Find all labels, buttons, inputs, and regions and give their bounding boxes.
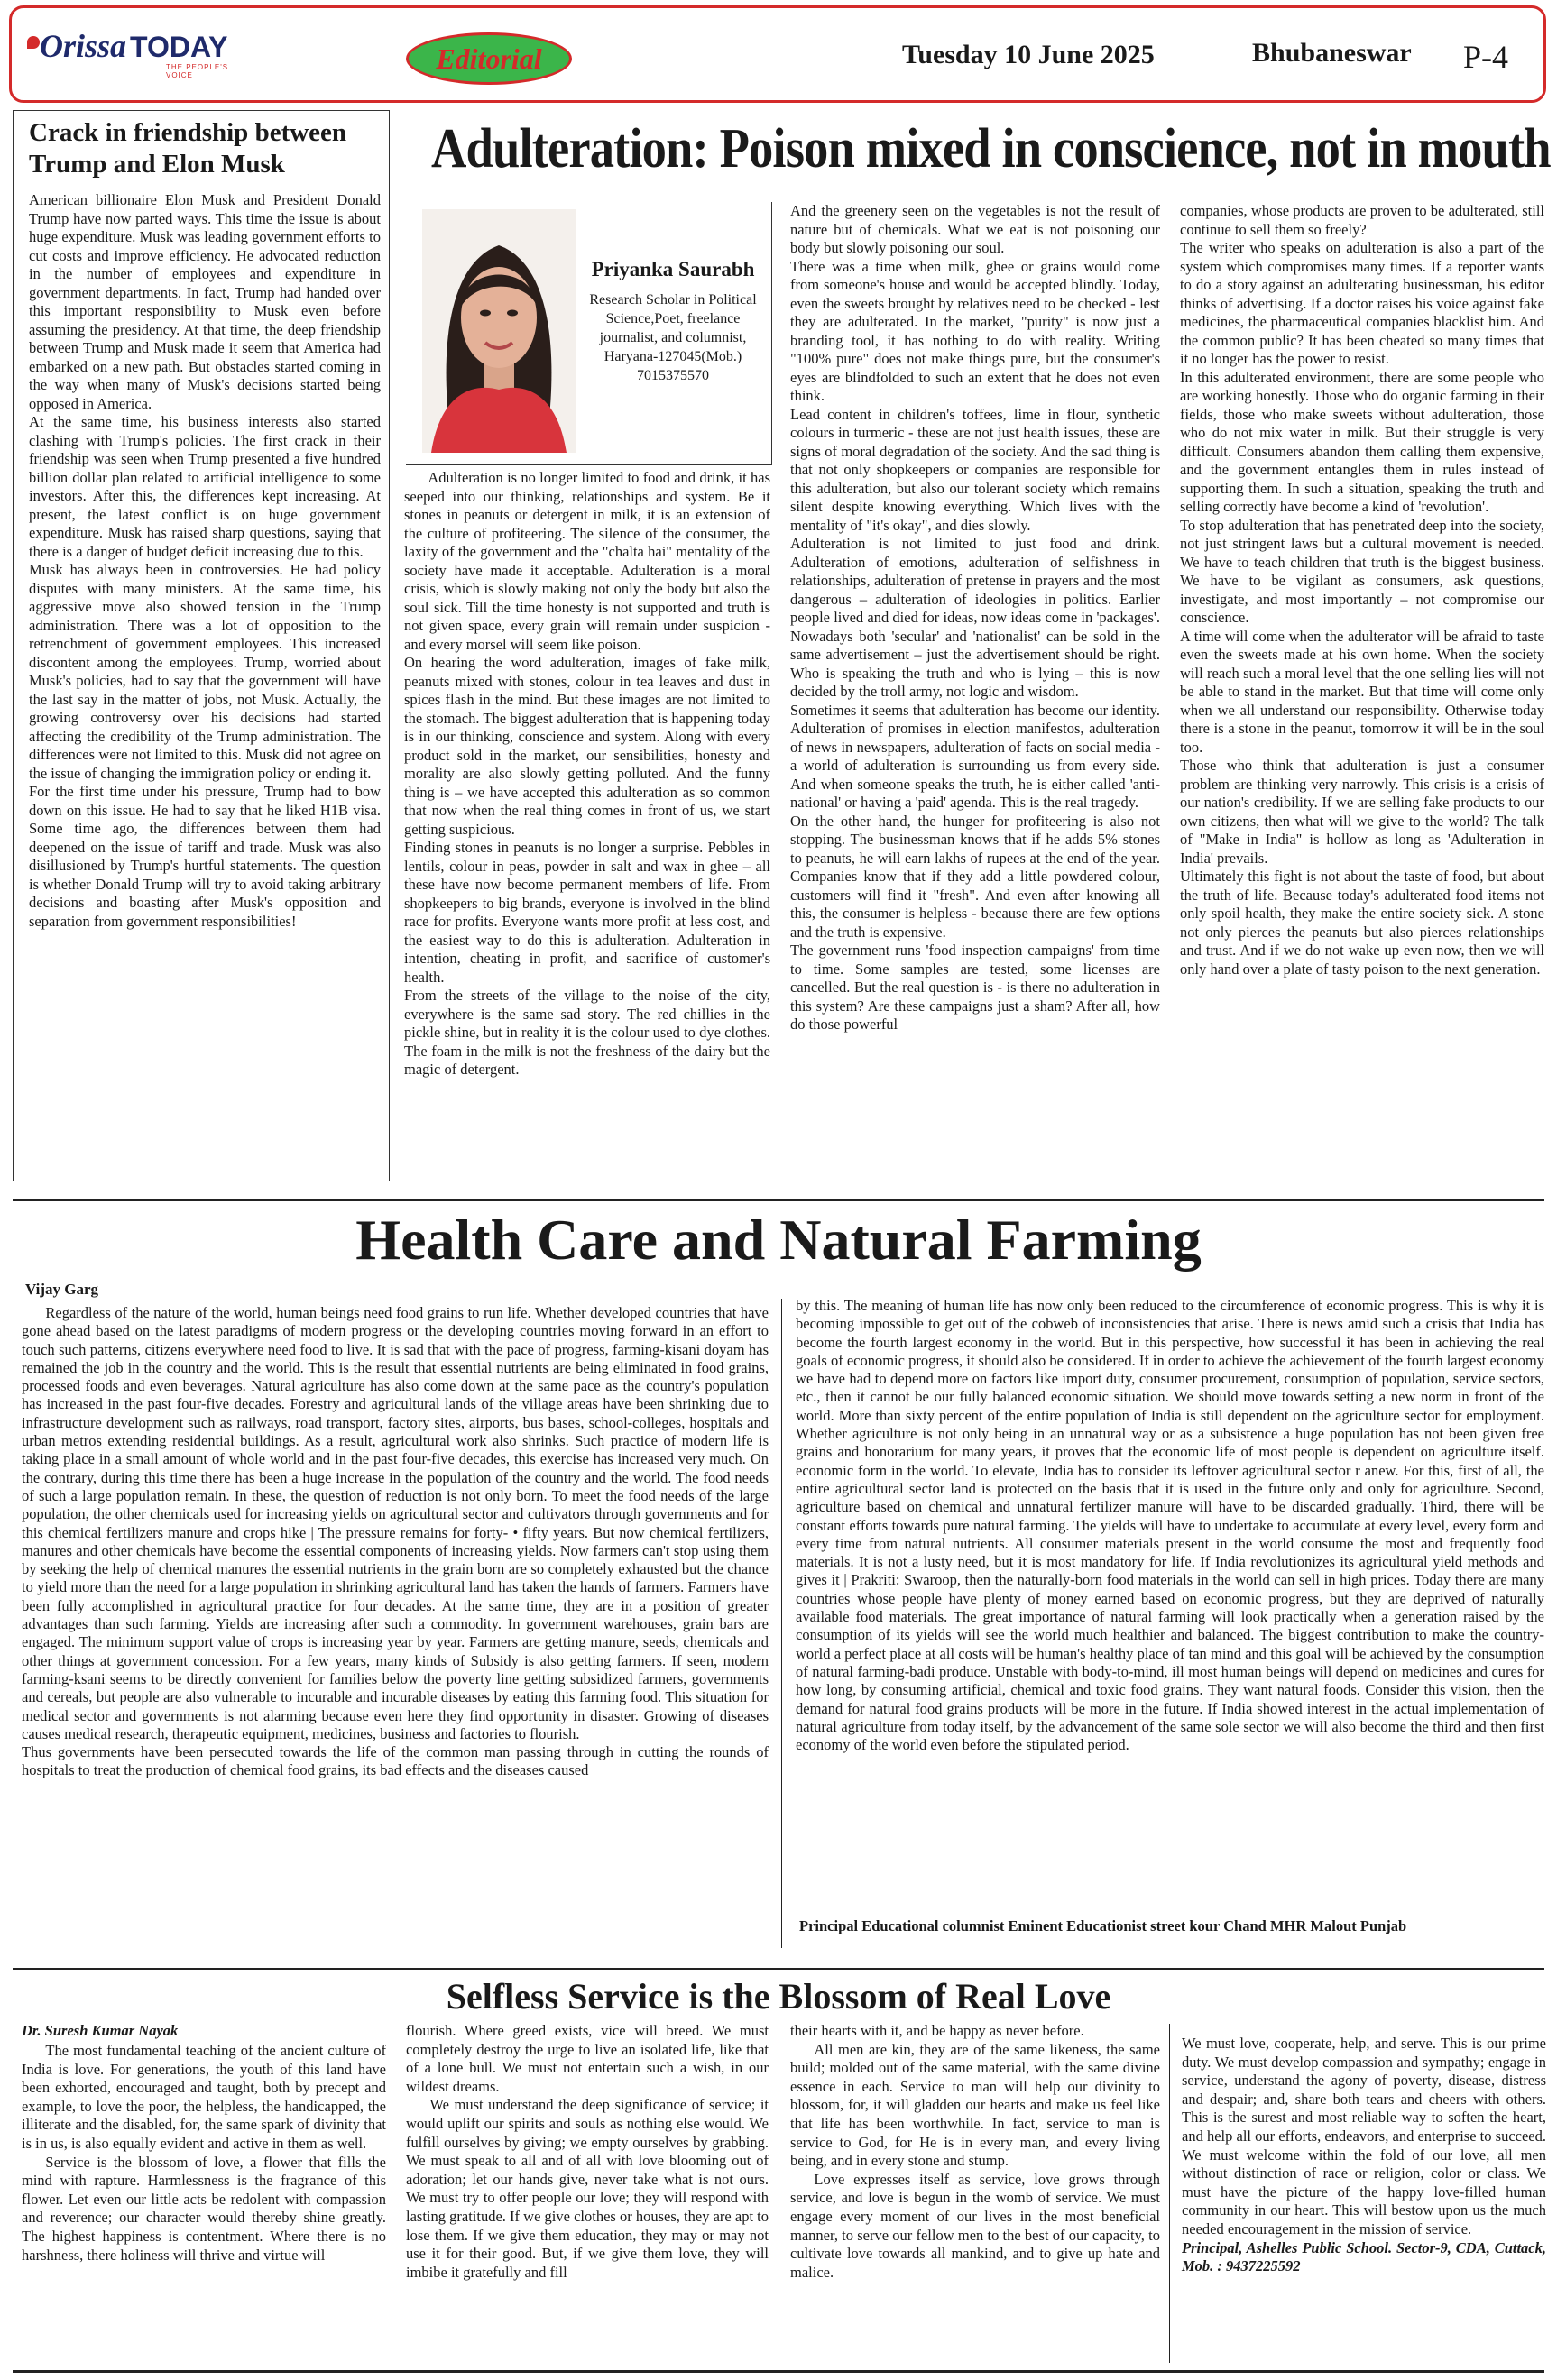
- paragraph: American billionaire Elon Musk and President Donald Trump have now parted ways. This time the issue is about huge expenditure. Musk was leading government efforts to cut costs and improve efficiency. He advocated reduction in the number of employees and expenditure in government departments. In fact, Trump had handed over this important responsibility to Musk even before assuming the presidency. At that time, the deep friendship between Trump and Musk made it seem that America had embarked on a new path. But obstacles started coming in the way when many of Musk's decisions started being opposed in America.: [29, 191, 381, 412]
- column-divider: [781, 1299, 782, 1948]
- author-bio: Research Scholar in Political Science,Poet, freelance journalist, and columnist, Haryana-127045(Mob.) 7015375570: [589, 292, 757, 383]
- health-article-title: Health Care and Natural Farming: [355, 1208, 1202, 1272]
- paragraph: There was a time when milk, ghee or grains would come from someone's house and would be accepted blindly. Today, even the sweets brought by relatives need to be checked - lest they are adulterated. In the market, "purity" is now just a branding tool, it has nothing to do with reality. Writing "100% pure" does not make things pure, but the consumer's eyes are blindfolded to such an extent that he does not even think.: [790, 257, 1160, 404]
- paragraph: Lead content in children's toffees, lime in flour, synthetic colours in turmeric - these are not just health issues, these are signs of moral degradation of the society. And the sad thing is that not only shopkeepers or companies are responsible for this adulteration, but also our tolerant society which remains silent despite knowing everything. Which lives with the mentality of "it's okay", and dies slowly.: [790, 405, 1160, 534]
- paragraph: companies, whose products are proven to be adulterated, still continue to sell them so freely?: [1180, 202, 1544, 238]
- paragraph: Regardless of the nature of the world, human beings need food grains to run life. Whether developed countries that have gone ahead based on the latest paradigms of modern progress or the developing countries moving forward in an effort to touch such patterns, citizens everywhere need food to live. It is sad that with the pace of progress, farming-kisani doyam has remained the job in the country and the world. This is the result that essential nutrients are being eliminated in food grains, processed foods and even beverages. Natural agriculture has also come down at the same pace as the country's population has increased in the past four-five decades. Forestry and agricultural lands of the village areas have been shrinking due to infrastructure development such as railways, road transport, factory sites, airports, bus bases, school-colleges, hospitals and urban metros extending residential buildings. As a result, agricultural work also shrinks. Such practice of modern life is taking place in a small amount of whole world and in the past four-five decades, this exercise has increased very much. On the contrary, during this time there has been a huge increase in the population of the country and the world. The food needs of such a large population remain. In these, the question of reduction is not only born. To meet the food needs of the large population, the other chemicals used for increasing yields on agricultural sector and cultivators through governments and for this chemical fertilizers manure and crops hike | The pressure remains for forty- • fifty years. But now chemical fertilizers, manures and other chemicals have become the essential components of increasing yields. Now farmers can't stop using them by seeking the help of chemical manures the essential nutrients in the grain born are so completely exhausted but the chance to yield more than the need for a large population in shrinking agricultural land has taken the hands of farmers. Farmers have been fully accomplished in agricultural practice for four decades. At the same time, they are in a position of greater advantages than such farming. Yields are increasing after such a commodity. In government warehouses, grain bars are engaged. The minimum support value of crops is increasing year by year. Farmers are getting manure, seeds, chemicals and other things at government concession. For a few years, many kinds of Subsidy is also getting farmers. If seen, modern farming-ksani seems to be directly convenient for families below the poverty line getting subsidized farmers, governments and cereals, but people are also vulnerable to incurable and incurable diseases by eating this farming food. This situation for medical sector and governments is not alarming because even here they find opportunity in disaster. Growing of diseases causes medical research, therapeutic equipment, medicines, business and factories to flourish.: [22, 1304, 769, 1742]
- paragraph: We must understand the deep significance of service; it would uplift our spirits and souls as nothing else would. We fulfill ourselves by giving; we empty ourselves by grabbing. We must speak to all and of all with love blooming out of adoration; let our hands give, never take what is not ours. We must try to offer people our love; they will respond with lasting gratitude. If we give clothes or houses, they are apt to lose them. If we give them education, they may or may not use it for their good. But, if we give them love, they will imbibe it gratefully and fill: [406, 2096, 769, 2281]
- logo-word: Orissa: [40, 28, 127, 64]
- paragraph: The government runs 'food inspection campaigns' from time to time. Some samples are tested, some licenses are cancelled. But the real question is - is there no adulteration in this system? Are these campaigns just a sham? After all, how do those powerful: [790, 942, 1160, 1033]
- section-divider: [13, 1199, 1544, 1201]
- section-divider: [13, 1968, 1544, 1970]
- paragraph: Thus governments have been persecuted towards the life of the common man passing through in cutting the rounds of hospitals to treat the production of chemical food grains, its bad effects and the diseases caused: [22, 1743, 769, 1779]
- paragraph: And the greenery seen on the vegetables is not the result of nature but of chemicals. What we eat is not poisoning our body but slowly poisoning our soul.: [790, 202, 1160, 256]
- paragraph: Service is the blossom of love, a flower that fills the mind with rapture. Harmlessness is the fragrance of this flower. Let even our little acts be redolent with compassion and reverence; our character would thereby shine greatly. The highest happiness is contentment. Where there is no harshness, there holiness will thrive and virtue will: [22, 2153, 386, 2264]
- paragraph: On the other hand, the hunger for profiteering is also not stopping. The businessman knows that if he adds 5% stones to peanuts, he will earn lakhs of rupees at the end of the year. Companies know that if they add a little powdered colour, customers will find it "fresh". And even after knowing all this, the consumer is helpless - because there are few options and the truth is expensive.: [790, 812, 1160, 941]
- editorial-column-3: [1180, 202, 1544, 979]
- paragraph: Adulteration is no longer limited to food and drink, it has seeped into our thinking, relationships and system. Be it stones in peanuts or detergent in milk, it is an extension of the culture of profiteering. The silence of the consumer, the laxity of the government and the "chalta hai" mentality of the society have made it acceptable. Adulteration is a moral crisis, which is slowly making not only the body but also the soul sick. Till the time honesty is not supported and truth is not given space, every grain will remain under suspicion - and every morsel will seem like poison.: [404, 469, 770, 653]
- logo-today: TODAY: [130, 31, 228, 63]
- paragraph: To stop adulteration that has penetrated deep into the society, not just stringent laws but a cultural movement is needed. We have to teach children that truth is the biggest business. We have to be vigilant as consumers, ask questions, investigate, and most importantly – not compromise our conscience.: [1180, 516, 1544, 626]
- trump-article-body: [29, 191, 381, 931]
- paragraph: their hearts with it, and be happy as never before.: [790, 2022, 1084, 2039]
- page-number: P-4: [1463, 39, 1509, 75]
- health-signature: Principal Educational columnist Eminent Educationist street kour Chand MHR Malout Punjab: [799, 1917, 1407, 1934]
- column-divider: [1169, 2024, 1170, 2363]
- paragraph: For the first time under his pressure, Trump had to bow down on this issue. He had to say that he liked H1B visa. Some time ago, the differences between them had deepened on the issue of tariff and trade. Musk was also disillusioned by Trump's hurtful statements. The question is whether Donald Trump will try to avoid taking arbitrary decisions and boasting after Musk's opposition and separation from government responsibilities!: [29, 783, 381, 930]
- paragraph: Adulteration is not limited to just food and drink. Adulteration of emotions, adulteration of selfishness in relationships, adulteration of pretense in prayers and the most dangerous – adulteration of ideologies in politics. Earlier people lived and died for ideas, now ideas come in 'packages'. Nowadays both 'secular' and 'nationalist' can be sold in the same advertisement – just the advertisement should be right. Who is speaking the truth and who is lying – this is now decided by the troll army, not logic and wisdom.: [790, 535, 1160, 700]
- paragraph: We must love, cooperate, help, and serve. This is our prime duty. We must develop compassion and sympathy; engage in service, understand the agony of poverty, disease, distress and despair; and, share both tears and cheers with others. This is the surest and most reliable way to soften the heart, and help all our efforts, endeavors, and enterprise to succeed. We must welcome within the fold of our love, all men without distinction of race or religion, color or class. We must have the picture of the happy love-filled human community in our heart. This will bestow upon us the much needed encouragement in the mission of service.: [1182, 2035, 1546, 2238]
- paragraph: All men are kin, they are of the same likeness, the same build; molded out of the same material, with the same divine essence in each. Service to man will help our divinity to blossom, for, it will gladden our hearts and make us feel like that life has been worthwhile. In fact, service to man is service to God, for He is in every man, and every living being, and in every stone and stump.: [790, 2040, 1160, 2170]
- paragraph: At the same time, his business interests also started clashing with Trump's policies. The first crack in their friendship was seen when Trump presented a five hundred billion dollar plan related to artificial intelligence to some investors. After this, the differences kept increasing. At present, the latest conflict is on huge government expenditure. Musk has raised sharp questions, saying that there is a danger of budget deficit increasing due to this.: [29, 413, 381, 560]
- paragraph: flourish. Where greed exists, vice will breed. We must completely destroy the urge to live an isolated life, like that of a lone bull. We must not entertain such a wish, in our wildest dreams.: [406, 2022, 769, 2095]
- paragraph: Ultimately this fight is not about the taste of food, but about the truth of life. Because today's adulterated food items not only spoil health, they make the entire society sick. A stone not only pierces the peanuts but also pierces relationships and trust. And if we do not wake up even now, then we will only hand over a plate of tasty poison to the next generation.: [1180, 868, 1544, 978]
- author-name: Priyanka Saurabh: [591, 258, 755, 280]
- paragraph: On hearing the word adulteration, images of fake milk, peanuts mixed with stones, colour in tea leaves and dust in spices flash in the mind. But these images are not limited to the stomach. The biggest adulteration that is happening today is in our thinking, conscience and system. Along with every product sold in the market, our sensibilities, honesty and morality are also slowly getting polluted. And the funny thing is – we have accepted this adulteration as so common that now when the real thing comes in front of us, we start getting suspicious.: [404, 654, 770, 838]
- orissa-today-logo[interactable]: [20, 27, 254, 79]
- selfless-signature: Principal, Ashelles Public School. Sector-9, CDA, Cuttack, Mob. : 9437225592: [1182, 2238, 1546, 2275]
- paragraph: Sometimes it seems that adulteration has become our identity. Adulteration of promises in election manifestos, adulteration of news in newspapers, adulteration of facts on social media - a world of adulteration is surrounding us from every side. And when someone speaks the truth, he is either called 'anti-national' or having a 'paid' agenda. This is the real tragedy.: [790, 701, 1160, 811]
- paragraph: A time will come when the adulterator will be afraid to taste even the sweets made at his own home. When the society will reach such a moral level that the one selling lies will not be able to stand in the market. But that time will come only when we all understand our responsibility. Otherwise today there is a stone in the peanut, tomorrow it will be in the soul too.: [1180, 627, 1544, 756]
- issue-date: Tuesday 10 June 2025: [902, 40, 1155, 69]
- health-column-2: [796, 1297, 1544, 1754]
- paragraph: Those who think that adulteration is just a consumer problem are thinking very narrowly. This crisis is a crisis of our nation's credibility. If we are selling fake products to our own citizens, then what will we give to the world? The talk of "Make in India" is hollow as long as 'Adulteration in India' prevails.: [1180, 757, 1544, 867]
- paragraph: Love expresses itself as service, love grows through service, and love is begun in the womb of service. We must engage every moment of our lives in the most beneficial manner, to serve our fellow men to the best of our capacity, to cultivate love towards all mankind, and to give up hate and malice.: [790, 2170, 1160, 2281]
- trump-article-title: Crack in friendship between Trump and Elon Musk: [29, 118, 347, 179]
- paragraph: The writer who speaks on adulteration is also a part of the system which compromises many times. If a reporter wants to do a story against an adulterating businessman, his editor thinks of advertising. If a doctor raises his voice against fake medicines, the pharmaceutical companies blacklist him. And the common public? It has been cheated so many times that it no longer has the power to resist.: [1180, 239, 1544, 367]
- selfless-column-3: [790, 2022, 1160, 2282]
- author-photo: [422, 209, 576, 453]
- selfless-article-author: Dr. Suresh Kumar Nayak: [22, 2022, 179, 2039]
- health-column-1: [22, 1304, 769, 1780]
- logo-mark-icon: [27, 36, 40, 49]
- editorial-column-2: [790, 202, 1160, 1034]
- selfless-column-1: [22, 2042, 386, 2265]
- edition-city: Bhubaneswar: [1252, 38, 1412, 68]
- paragraph: From the streets of the village to the noise of the city, everywhere is the same sad story. The red chillies in the pickle shine, but in reality it is the colour used to dye clothes. The foam in the milk is not the freshness of the dairy but the magic of detergent.: [404, 987, 770, 1078]
- page-bottom-rule: [13, 2370, 1544, 2373]
- logo-tagline: THE PEOPLE'S VOICE: [166, 63, 229, 79]
- health-article-author: Vijay Garg: [25, 1281, 99, 1298]
- selfless-column-2: [406, 2022, 769, 2282]
- selfless-column-4: [1182, 2035, 1546, 2276]
- paragraph: The most fundamental teaching of the ancient culture of India is love. For generations, the youth of this land have been exhorted, encouraged and taught, both by precept and example, to love the poor, the helpless, the handicapped, the illiterate and the disabled, for, the same spark of divinity that is in us, is also equally evident and active in them as well.: [22, 2042, 386, 2152]
- paragraph: Finding stones in peanuts is no longer a surprise. Pebbles in lentils, colour in peas, powder in salt and wax in ghee – all these have now become permanent members of life. From shopkeepers to big brands, everyone is involved in the blind race for profits. Everyone wants more profit at less cost, and the easiest way to do this is adulteration. Adulteration in intention, cheating in profit, and sacrifice of customer's health.: [404, 839, 770, 986]
- paragraph: In this adulterated environment, there are some people who are working honestly. Those who do organic farming in their fields, those who make sweets without adulteration, those who do not mix water in milk. But their struggle is very difficult. Consumers abandon them calling them expensive, and the government entangles them in rules instead of supporting them. In such a situation, speaking the truth and selling correctly have become a kind of 'revolution'.: [1180, 368, 1544, 515]
- editorial-column-1: [404, 469, 770, 1080]
- paragraph: by this. The meaning of human life has now only been reduced to the circumference of economic progress. This is why it is becoming impossible to get out of the cobweb of inconsistencies that arise. There is news amid such a crisis that India has become the fourth largest economy in the world. But in this perspective, how successful it has been in achieving the real goals of economic progress, it should also be considered. If in order to achieve the achievement of the fourth largest economy we have had to depend more on factors like import duty, consumer procurement, consumption of population, service sectors, etc., then it cannot be our fully balanced economic situation. We should move towards setting a new norm in front of the world. More than sixty percent of the entire population of India is still dependent on the agriculture sector for employment. Whether agriculture is not only being in an unnatural way or as a subsistence a huge population has not been given free grains and honorarium for many years, it proves that the economic life of most people is dependent on agriculture itself. economic form in the world. To elevate, India has to consider its leftover agricultural sector r anew. For this, first of all, the entire agricultural sector land is protected on the basis that it is used in the future only and only for agriculture. Second, agriculture based on chemical and unnatural fertilizer manure will have to be discarded gradually. Third, there will be constant efforts towards pure natural farming. The yields will have to undertake to accumulate at every level, every form and every time from natural nutrients. All consumer materials present in the world consume the most and frequently food materials. It is not a lusty need, but it is most mandatory for life. If India revolutionizes its agricultural yield methods and gives it | Prakriti: Swaroop, then the naturally-born food materials in the world can sell in high prices. Today there are many countries whose people have plenty of money earned based on economic progress, but they are deprived of naturally available food materials. The great importance of natural farming will look practically when a generation raised by the consumption of its yields will see the world much healthier and balanced. The biggest contribution to make the country-world a perfect place at all costs will be human's healthy place of tan mind and this goal will be achieved by the consumption of natural farming-badi produce. Unstable with body-to-mind, ill most human beings will depend on medicines and cures for how long, by consuming artificial, chemical and toxic food grains. They want natural foods. Consider this vision, then the demand for natural food grains products will be more in the future. If India showed interest in the actual implementation of natural agriculture from today itself, by the advancement of the same sole sector we will also become the third and then first economy of the world even before the stipulated period.: [796, 1297, 1544, 1754]
- section-badge: Editorial: [406, 32, 572, 85]
- paragraph: Musk has always been in controversies. He had policy disputes with many ministers. At the same time, his aggressive move also showed tension in the Trump administration. There was a lot of opposition to the retrenchment of government employees. This increased discontent among the employees. Trump, worried about Musk's policies, had to say that the government will have the last say in the matter of jobs, not Musk. Actually, the growing controversy over his decisions had started affecting the credibility of the Trump administration. The differences were not limited to this. Musk did not agree on the issue of changing the immigration policy or ending it.: [29, 561, 381, 782]
- selfless-article-title: Selfless Service is the Blossom of Real Love: [446, 1976, 1111, 2017]
- editorial-headline: Adulteration: Poison mixed in conscience, not in mouth: [431, 118, 1551, 179]
